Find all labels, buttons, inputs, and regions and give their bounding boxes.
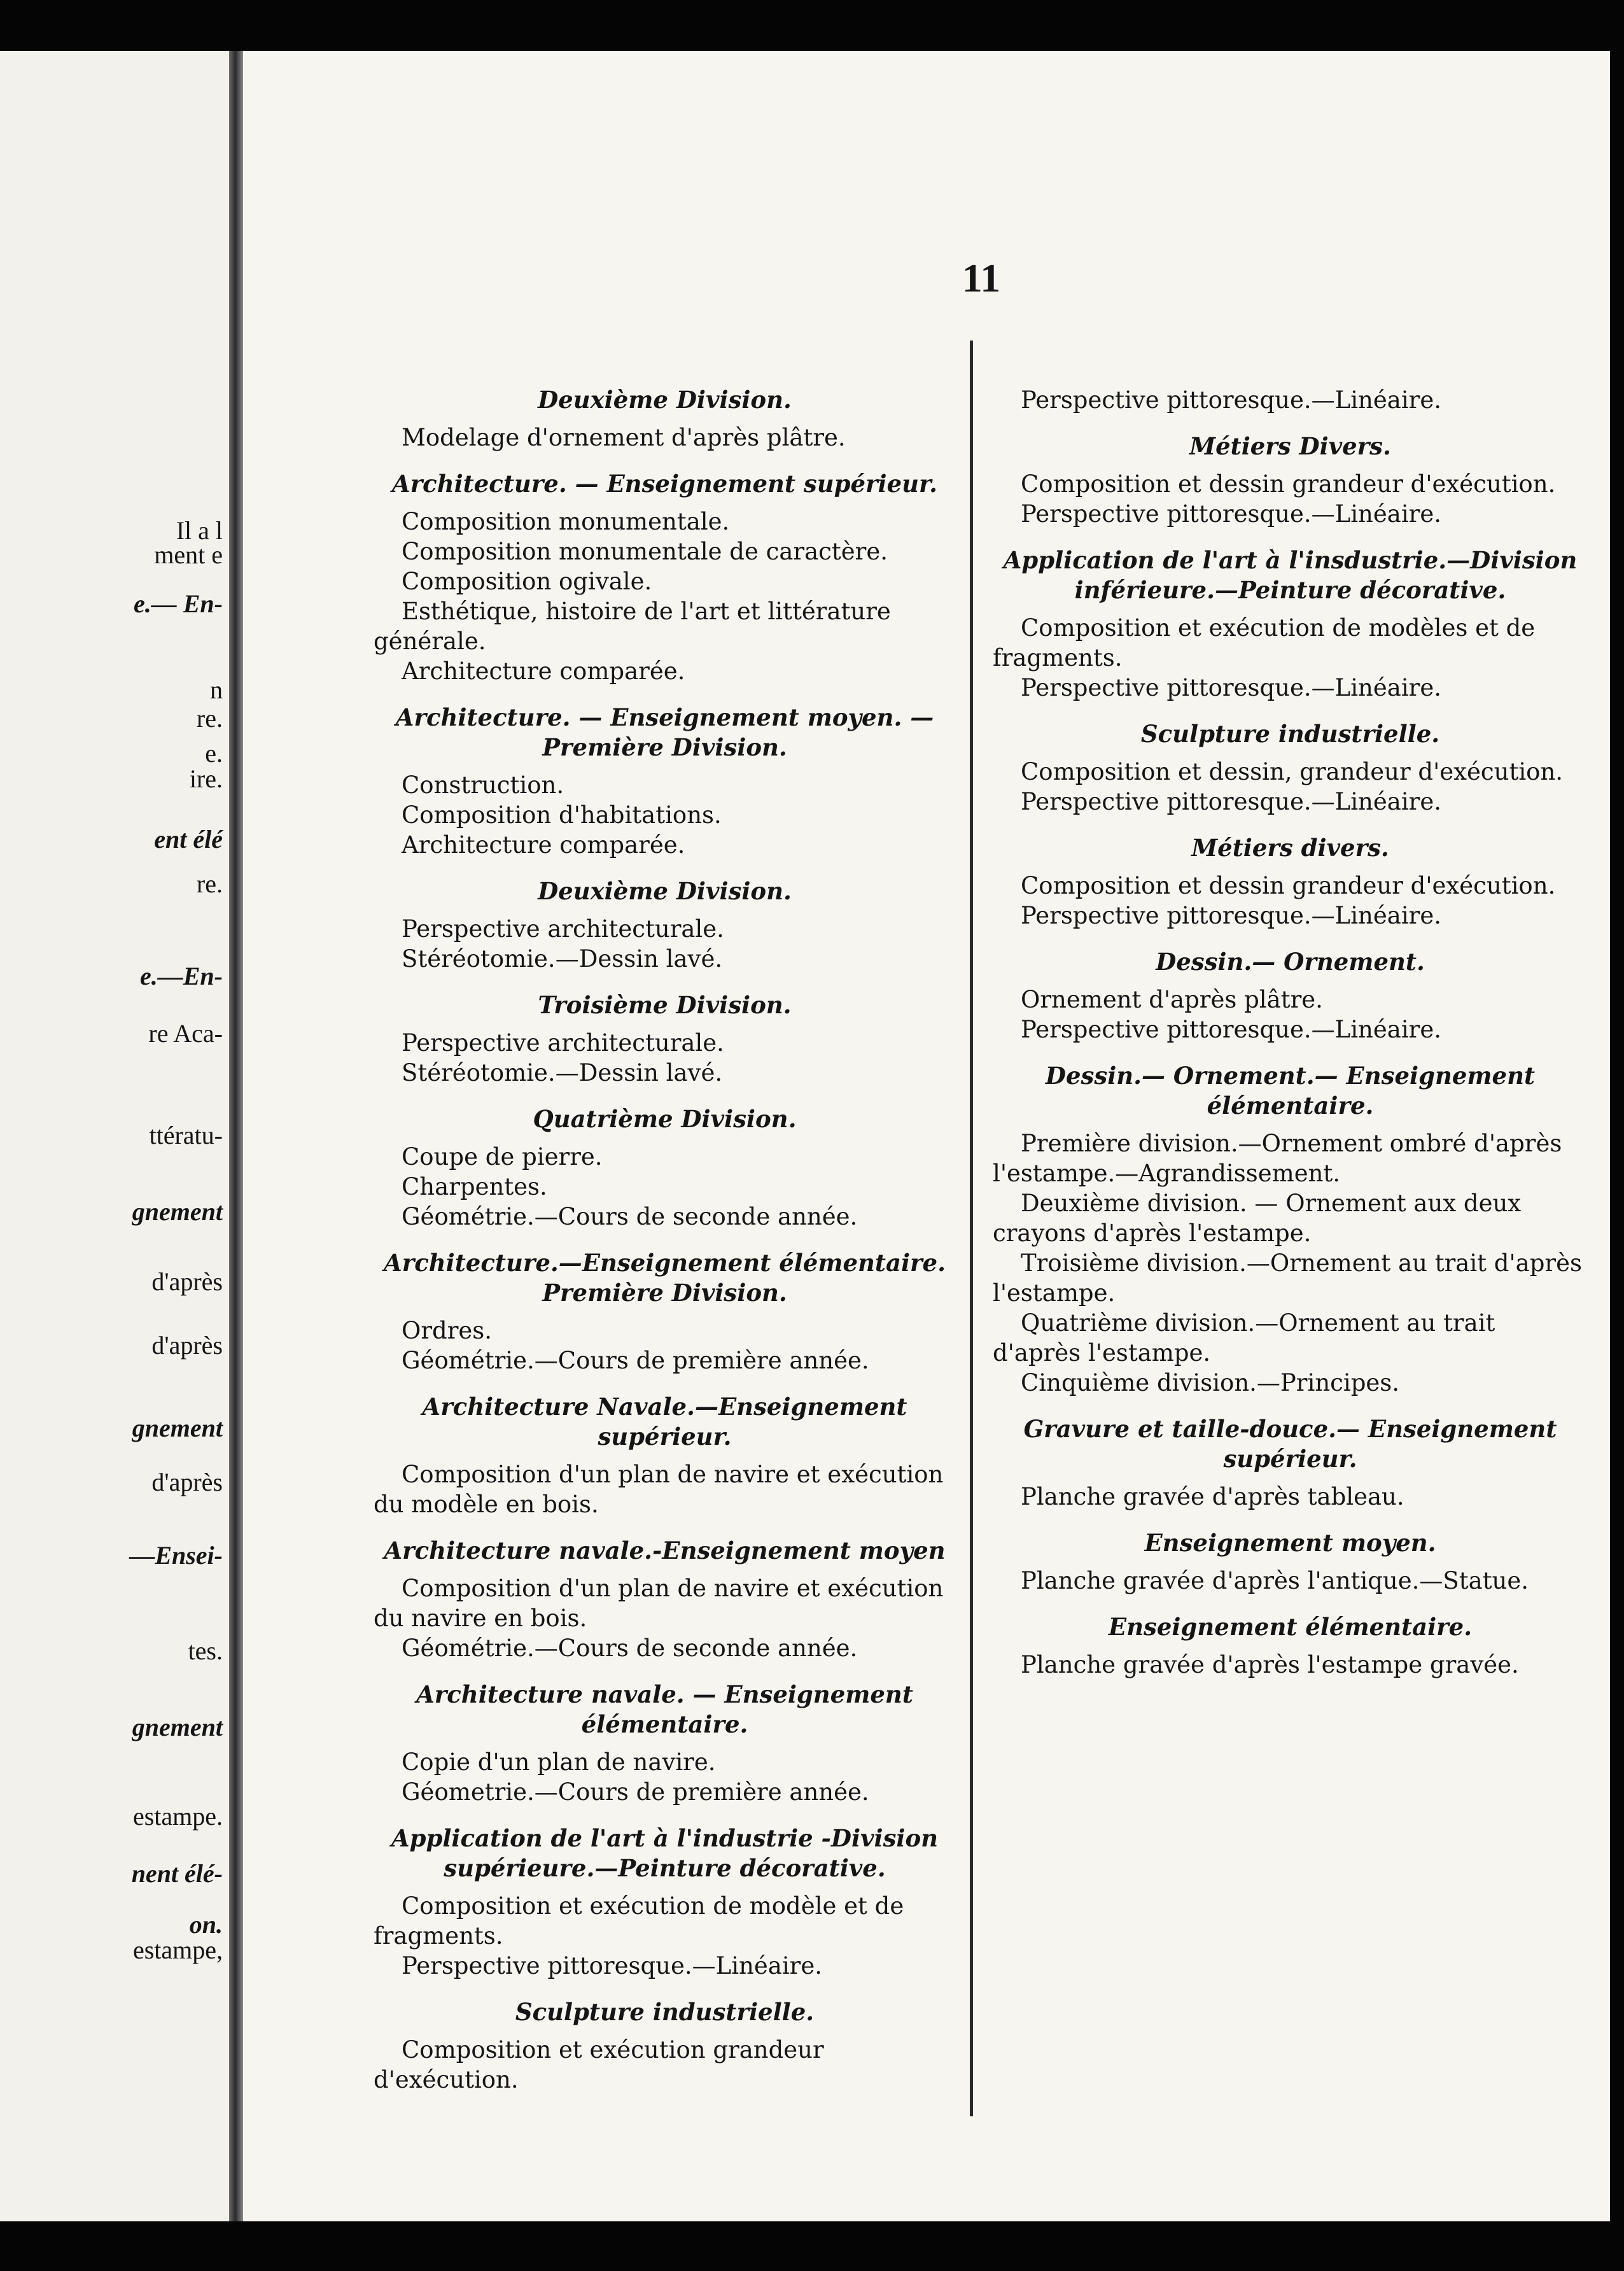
facing-page-line: e.: [205, 739, 223, 768]
section-heading: Architecture. — Enseignement supérieur.: [391, 470, 938, 498]
section-heading: Métiers Divers.: [1189, 432, 1391, 460]
scan-border-bottom: [0, 2220, 1624, 2271]
text-line: Perspective pittoresque.—Linéaire.: [1021, 788, 1442, 815]
text-line: Composition monumentale.: [402, 508, 730, 535]
text-line: Cinquième division.—Principes.: [1021, 1369, 1400, 1396]
text-line: Composition d'un plan de navire et exécution du modèle en bois.: [374, 1461, 944, 1518]
column-divider: [970, 341, 973, 2116]
facing-page-line: d'après: [151, 1267, 223, 1296]
section-heading: Enseignement élémentaire.: [1108, 1613, 1473, 1641]
text-line: Perspective architecturale.: [402, 1029, 724, 1057]
section-heading: Métiers divers.: [1191, 834, 1389, 862]
facing-page-line: gnement: [132, 1197, 223, 1226]
facing-page-line: gnement: [132, 1414, 223, 1442]
section-heading: Deuxième Division.: [538, 877, 792, 905]
text-line: Composition et exécution de modèles et de fragments.: [993, 614, 1536, 671]
section-heading: Dessin.— Ornement.: [1156, 948, 1425, 976]
facing-page-line: tes.: [188, 1636, 223, 1665]
text-line: Perspective pittoresque.—Linéaire.: [1021, 902, 1442, 929]
facing-page-line: —Ensei-: [129, 1541, 223, 1570]
text-line: Copie d'un plan de navire.: [402, 1748, 716, 1776]
text-line: Planche gravée d'après tableau.: [1021, 1483, 1404, 1510]
facing-page-line: estampe,: [132, 1936, 223, 1964]
text-line: Première division.—Ornement ombré d'après l'estampe.—Agrandissement.: [993, 1130, 1562, 1187]
section-heading: Application de l'art à l'industrie -Division supérieure.—Peinture décorative.: [391, 1824, 939, 1882]
section-heading: Architecture navale.-Enseignement moyen: [384, 1536, 946, 1564]
section-heading: Enseignement moyen.: [1144, 1529, 1436, 1557]
scan-border-top: [0, 0, 1624, 51]
text-line: Troisième division.—Ornement au trait d'après l'estampe.: [993, 1249, 1582, 1307]
section-heading: Sculpture industrielle.: [1140, 720, 1440, 748]
text-line: Perspective pittoresque.—Linéaire.: [1021, 500, 1442, 528]
text-line: Architecture comparée.: [402, 657, 685, 685]
section-heading: Architecture.—Enseignement élémentaire. Première Division.: [384, 1249, 946, 1307]
text-line: Planche gravée d'après l'antique.—Statue.: [1021, 1567, 1529, 1594]
left-text-column: [374, 385, 956, 2095]
facing-page-line: e.— En-: [134, 589, 223, 618]
facing-page-line: on.: [189, 1910, 223, 1939]
text-line: Géométrie.—Cours de première année.: [402, 1347, 869, 1374]
scan-border-right: [1610, 0, 1624, 2271]
section-heading: Architecture Navale.—Enseignement supérieur.: [422, 1393, 907, 1451]
text-line: Composition ogivale.: [402, 568, 652, 595]
text-line: Perspective pittoresque.—Linéaire.: [1021, 674, 1442, 701]
text-line: Géométrie.—Cours de seconde année.: [402, 1635, 858, 1662]
section-heading: Dessin.— Ornement.— Enseignement élémentaire.: [1045, 1062, 1536, 1120]
text-line: Deuxième division. — Ornement aux deux crayons d'après l'estampe.: [993, 1190, 1522, 1247]
facing-page-fragment: [0, 51, 229, 2221]
text-line: Perspective architecturale.: [402, 915, 724, 943]
section-heading: Architecture navale. — Enseignement élémentaire.: [416, 1680, 913, 1738]
facing-page-line: re.: [196, 869, 223, 898]
text-line: Composition d'un plan de navire et exécution du navire en bois.: [374, 1575, 944, 1632]
facing-page-line: e.—En-: [140, 962, 223, 990]
text-line: Perspective pittoresque.—Linéaire.: [402, 1952, 823, 1979]
right-text-column: [993, 385, 1588, 1680]
section-heading: Application de l'art à l'insdustrie.—Division inférieure.—Peinture décorative.: [1003, 546, 1578, 604]
text-line: Composition et exécution grandeur d'exécution.: [374, 2036, 824, 2093]
section-heading: Deuxième Division.: [538, 386, 792, 414]
book-gutter: [229, 51, 243, 2221]
text-line: Quatrième division.—Ornement au trait d'après l'estampe.: [993, 1309, 1495, 1367]
document-page: [243, 51, 1610, 2221]
text-line: Composition et dessin grandeur d'exécution.: [1021, 470, 1556, 498]
text-line: Architecture comparée.: [402, 831, 685, 859]
facing-page-line: re Aca-: [148, 1019, 223, 1048]
text-line: Esthétique, histoire de l'art et littérature générale.: [374, 598, 891, 655]
facing-page-line: ent élé: [154, 825, 223, 854]
text-line: Ornement d'après plâtre.: [1021, 986, 1323, 1013]
text-line: Coupe de pierre.: [402, 1143, 603, 1171]
text-line: Stéréotomie.—Dessin lavé.: [402, 1059, 723, 1086]
facing-page-line: d'après: [151, 1468, 223, 1496]
section-heading: Quatrième Division.: [533, 1105, 797, 1133]
text-line: Composition et exécution de modèle et de fragments.: [374, 1892, 904, 1950]
text-line: Modelage d'ornement d'après plâtre.: [402, 424, 846, 451]
facing-page-line: estampe.: [132, 1802, 223, 1831]
text-line: Géométrie.—Cours de seconde année.: [402, 1203, 858, 1230]
section-heading: Sculpture industrielle.: [515, 1998, 815, 2026]
page-number: 11: [962, 255, 1001, 300]
text-line: Perspective pittoresque.—Linéaire.: [1021, 386, 1442, 414]
text-line: Composition d'habitations.: [402, 801, 722, 829]
section-heading: Gravure et taille-douce.— Enseignement supérieur.: [1023, 1415, 1557, 1473]
text-line: Composition et dessin grandeur d'exécution.: [1021, 872, 1556, 899]
section-heading: Architecture. — Enseignement moyen. — Première Division.: [395, 703, 934, 761]
text-line: Composition monumentale de caractère.: [402, 538, 888, 565]
text-line: Construction.: [402, 771, 564, 799]
text-line: Ordres.: [402, 1317, 493, 1344]
text-line: Composition et dessin, grandeur d'exécution.: [1021, 758, 1564, 785]
facing-page-line: n: [210, 675, 223, 704]
facing-page-line: re.: [196, 704, 223, 733]
text-line: Planche gravée d'après l'estampe gravée.: [1021, 1651, 1519, 1678]
text-line: Perspective pittoresque.—Linéaire.: [1021, 1016, 1442, 1043]
text-line: Stéréotomie.—Dessin lavé.: [402, 945, 723, 973]
section-heading: Troisième Division.: [538, 991, 792, 1019]
facing-page-line: Il a l: [176, 516, 223, 545]
facing-page-line: nent élé-: [131, 1859, 223, 1888]
text-line: Géometrie.—Cours de première année.: [402, 1778, 869, 1806]
facing-page-line: ttératu-: [149, 1121, 223, 1150]
facing-page-line: gnement: [132, 1713, 223, 1741]
text-line: Charpentes.: [402, 1173, 547, 1200]
facing-page-line: ment e: [154, 540, 223, 569]
facing-page-line: d'après: [151, 1331, 223, 1360]
facing-page-line: ire.: [189, 764, 223, 793]
